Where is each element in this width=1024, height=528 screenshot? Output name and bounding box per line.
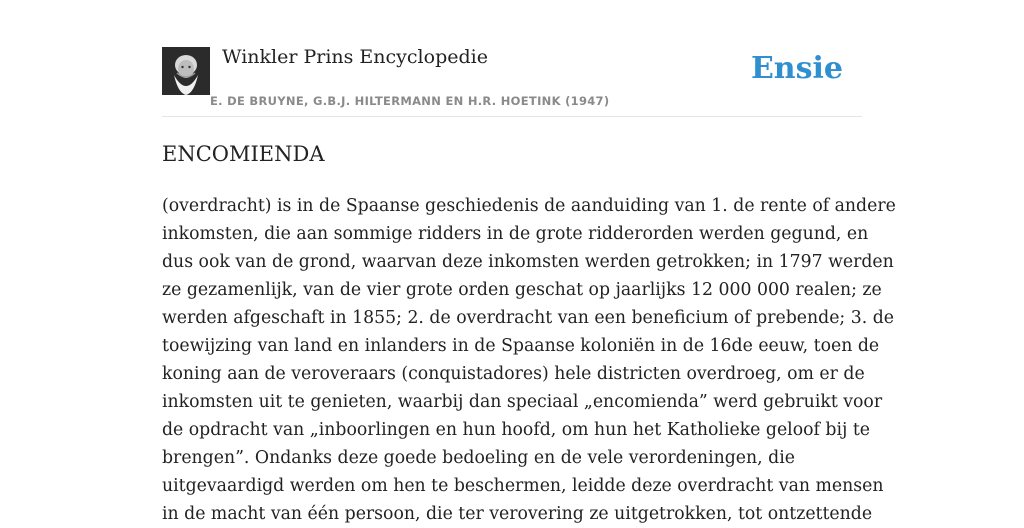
authors-line: E. DE BRUYNE, G.B.J. HILTERMANN EN H.R. HOETINK (1947)	[210, 94, 610, 108]
body-line: (overdracht) is in de Spaanse geschiedenis de aanduiding van 1. de rente of andere	[162, 196, 896, 216]
site-title[interactable]: Winkler Prins Encyclopedie	[222, 46, 488, 68]
body-line: in de macht van één persoon, die ter verovering ze uitgetrokken, tot ontzettende	[162, 504, 873, 524]
entry-title: ENCOMIENDA	[162, 142, 325, 166]
portrait-icon	[162, 47, 210, 95]
body-line: inkomsten uit te genieten, waarbij dan speciaal „encomienda” werd gebruikt voor	[162, 392, 883, 412]
body-line: werden afgeschaft in 1855; 2. de overdracht van een beneficium of prebende; 3. de	[162, 308, 895, 328]
body-line: toewijzing van land en inlanders in de Spaanse koloniën in de 16de eeuw, toen de	[162, 336, 880, 356]
body-line: koning aan de veroveraars (conquistadores) hele districten overdroeg, om er de	[162, 364, 865, 384]
entry-body	[162, 192, 896, 528]
header	[162, 0, 862, 117]
body-line: inkomsten, die aan sommige ridders in de grote ridderorden werden gegund, en	[162, 224, 869, 244]
author-avatar[interactable]	[162, 47, 210, 95]
body-line: uitgevaardigd werden om hen te beschermen, leidde deze overdracht van mensen	[162, 476, 884, 496]
body-line: dus ook van de grond, waarvan deze inkomsten werden getrokken; in 1797 werden	[162, 252, 894, 272]
body-line: de opdracht van „inboorlingen en hun hoofd, om hun het Katholieke geloof bij te	[162, 420, 871, 440]
body-line: brengen”. Ondanks deze goede bedoeling en de vele verordeningen, die	[162, 448, 795, 468]
body-line: ze gezamenlijk, van de vier grote orden geschat op jaarlijks 12 000 000 realen; ze	[162, 280, 882, 300]
brand-logo[interactable]: Ensie	[750, 51, 843, 86]
